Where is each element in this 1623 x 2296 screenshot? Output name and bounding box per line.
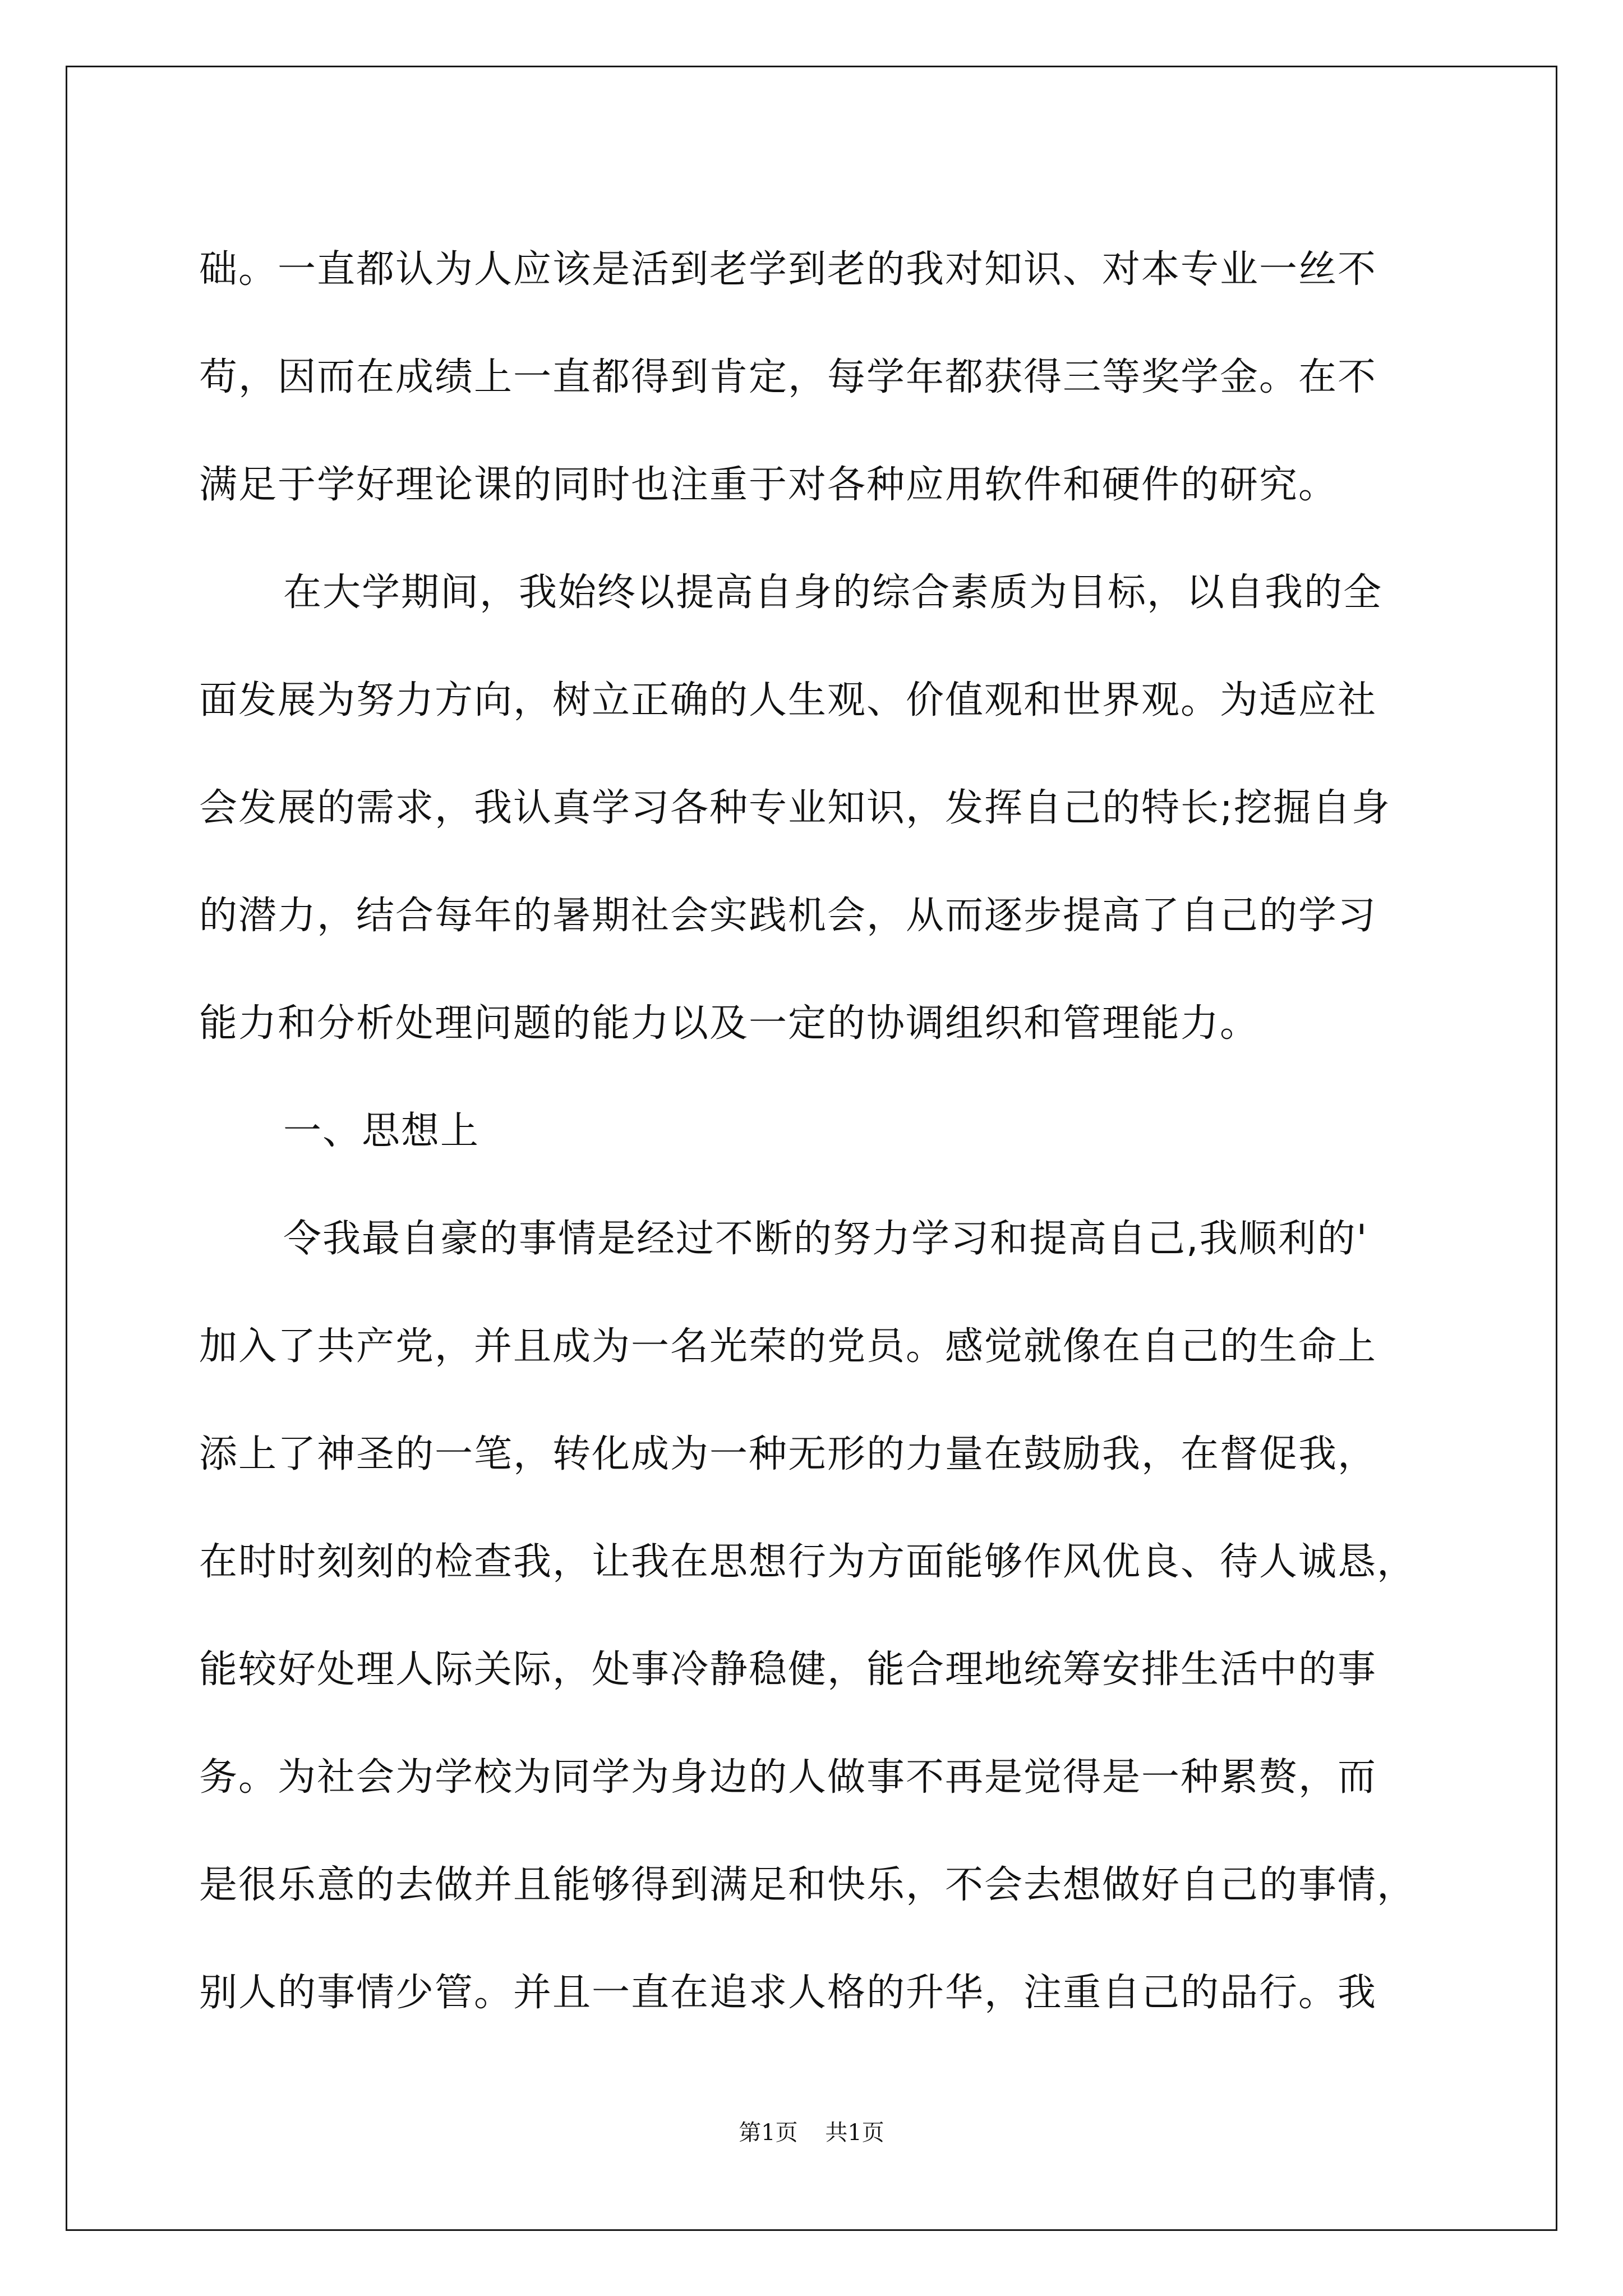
text-line-15: 务。为社会为学校为同学为身边的人做事不再是觉得是一种累赘，而	[199, 1755, 1377, 1800]
text-line-4: 在大学期间，我始终以提高自身的综合素质为目标，以自我的全	[283, 570, 1383, 615]
page-total: 共1页	[825, 2120, 884, 2146]
text-line-7: 的潜力，结合每年的暑期社会实践机会，从而逐步提高了自己的学习	[199, 894, 1377, 938]
page-number: 第1页	[739, 2120, 798, 2146]
page-footer	[0, 2115, 1623, 2147]
text-line-5: 面发展为努力方向，树立正确的人生观、价值观和世界观。为适应社	[199, 678, 1377, 723]
text-line-3: 满足于学好理论课的同时也注重于对各种应用软件和硬件的研究。	[199, 463, 1338, 507]
text-line-16: 是很乐意的去做并且能够得到满足和快乐，不会去想做好自己的事情，	[199, 1863, 1417, 1907]
text-line-11: 加入了共产党，并且成为一名光荣的党员。感觉就像在自己的生命上	[199, 1324, 1377, 1369]
text-line-12: 添上了神圣的一笔，转化成为一种无形的力量在鼓励我，在督促我，	[199, 1432, 1377, 1476]
text-line-13: 在时时刻刻的检查我，让我在思想行为方面能够作风优良、待人诚恳，	[199, 1540, 1417, 1584]
section-heading: 一、思想上	[283, 1109, 480, 1153]
text-line-17: 别人的事情少管。并且一直在追求人格的升华，注重自己的品行。我	[199, 1971, 1377, 2015]
document-body	[199, 216, 1438, 2047]
text-line-1: 础。一直都认为人应该是活到老学到老的我对知识、对本专业一丝不	[199, 247, 1377, 292]
text-line-6: 会发展的需求，我认真学习各种专业知识，发挥自己的特长;挖掘自身	[199, 786, 1391, 830]
text-line-14: 能较好处理人际关际，处事冷静稳健，能合理地统筹安排生活中的事	[199, 1648, 1377, 1692]
text-line-8: 能力和分析处理问题的能力以及一定的协调组织和管理能力。	[199, 1001, 1260, 1046]
text-line-10: 令我最自豪的事情是经过不断的努力学习和提高自己,我顺利的'	[283, 1217, 1368, 1261]
text-line-2: 苟，因而在成绩上一直都得到肯定，每学年都获得三等奖学金。在不	[199, 355, 1377, 399]
